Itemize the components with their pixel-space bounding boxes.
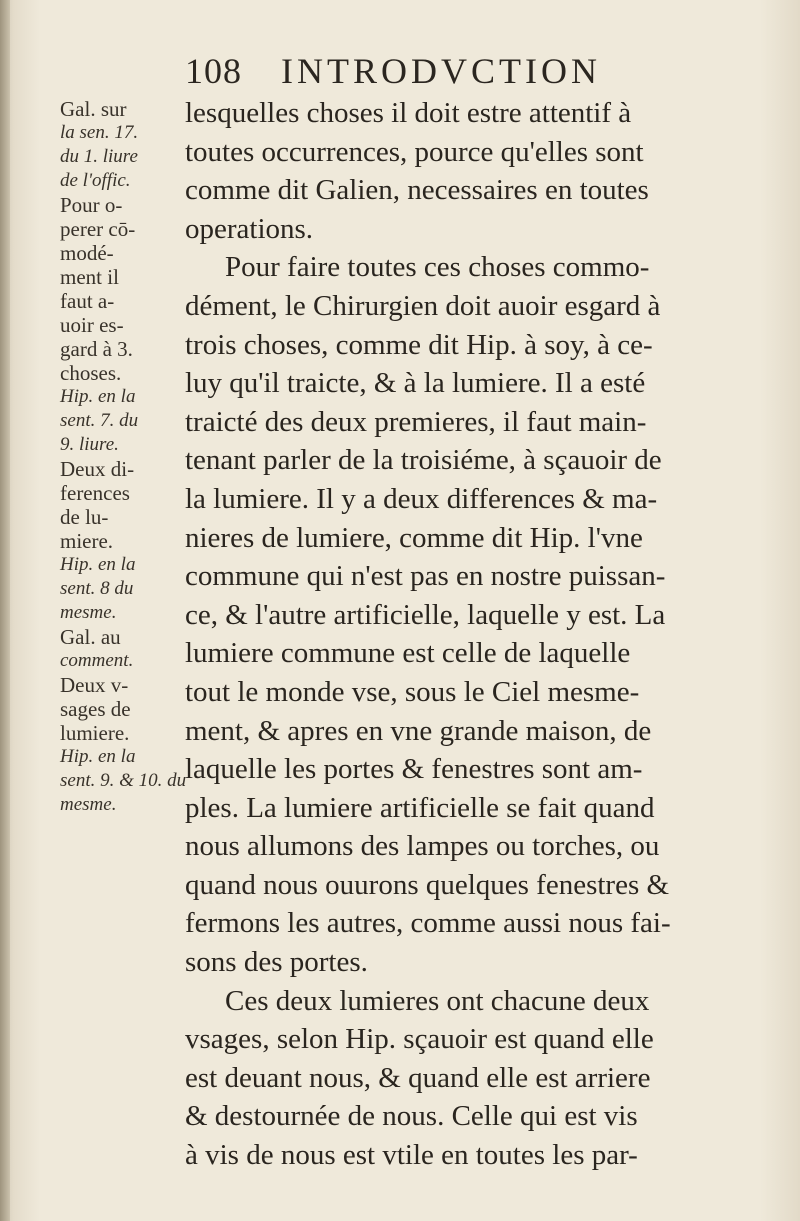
- margin-note-line: de lu-: [60, 505, 109, 529]
- text-line: lesquelles choses il doit estre attentif à: [185, 97, 632, 129]
- margin-note-line: Pour o-: [60, 193, 123, 217]
- text-line: dément, le Chirurgien doit auoir esgard à: [185, 289, 661, 322]
- margin-note-line: mesme.: [60, 602, 117, 623]
- text-line: laquelle les portes & fenestres sont am-: [185, 753, 643, 786]
- running-title: INTRODVCTION: [281, 51, 601, 91]
- body-text: [185, 94, 765, 1175]
- text-line: Pour faire toutes ces choses commo-: [225, 251, 650, 284]
- margin-note-line: faut a-: [60, 289, 115, 313]
- text-line: trois choses, comme dit Hip. à soy, à ce-: [185, 328, 653, 361]
- margin-note-line: gard à 3.: [60, 337, 133, 361]
- margin-note-line: Deux v-: [60, 673, 129, 697]
- margin-note-line: mesme.: [60, 794, 117, 815]
- margin-note-line: perer cō-: [60, 217, 136, 241]
- text-line: comme dit Galien, necessaires en toutes: [185, 174, 649, 207]
- text-line: toutes occurrences, pource qu'elles sont: [185, 135, 644, 168]
- margin-note-line: du 1. liure: [60, 146, 138, 167]
- margin-note-line: sages de: [60, 697, 131, 721]
- text-line: commune qui n'est pas en nostre puissan-: [185, 560, 666, 593]
- text-line: traicté des deux premieres, il faut main-: [185, 405, 647, 438]
- text-line: & destournée de nous. Celle qui est vis: [185, 1100, 638, 1133]
- text-line: à vis de nous est vtile en toutes les par-: [185, 1139, 638, 1172]
- margin-note-line: Deux di-: [60, 457, 135, 481]
- page-gutter-shadow: [0, 0, 10, 1221]
- text-line: nous allumons des lampes ou torches, ou: [185, 830, 660, 863]
- margin-note-line: ment il: [60, 265, 119, 289]
- text-line: ce, & l'autre artificielle, laquelle y est. La: [185, 598, 666, 631]
- text-line: lumiere commune est celle de laquelle: [185, 637, 631, 670]
- margin-note-line: lumiere.: [60, 721, 130, 745]
- text-line: fermons les autres, comme aussi nous fai-: [185, 907, 671, 940]
- page-number: 108: [185, 51, 242, 91]
- text-line: est deuant nous, & quand elle est arriere: [185, 1061, 651, 1094]
- text-line: nieres de lumiere, comme dit Hip. l'vne: [185, 521, 643, 554]
- margin-note-line: uoir es-: [60, 313, 124, 337]
- margin-note-line: Gal. au: [60, 625, 121, 649]
- text-line: operations.: [185, 212, 314, 245]
- margin-note-line: sent. 9. & 10. du: [60, 770, 187, 791]
- margin-note-line: miere.: [60, 529, 114, 553]
- margin-note-line: la sen. 17.: [60, 122, 139, 143]
- margin-note-line: de l'offic.: [60, 170, 131, 191]
- margin-note-line: Hip. en la: [60, 746, 136, 767]
- margin-note-line: Gal. sur: [60, 97, 127, 121]
- text-line: vsages, selon Hip. sçauoir est quand elle: [185, 1023, 654, 1056]
- text-line: la lumiere. Il y a deux differences & ma-: [185, 482, 658, 515]
- margin-note-line: sent. 8 du: [60, 578, 134, 599]
- margin-note-line: Hip. en la: [60, 386, 136, 407]
- text-line: sons des portes.: [185, 946, 368, 979]
- text-line: luy qu'il traicte, & à la lumiere. Il a esté: [185, 367, 646, 400]
- text-line: quand nous ouurons quelques fenestres &: [185, 868, 670, 901]
- margin-note-line: sent. 7. du: [60, 410, 139, 431]
- margin-note-line: comment.: [60, 650, 134, 671]
- margin-note-line: ferences: [60, 481, 130, 505]
- margin-notes: [60, 97, 187, 817]
- running-head: [185, 50, 705, 92]
- margin-note-line: choses.: [60, 361, 122, 385]
- text-line: tout le monde vse, sous le Ciel mesme-: [185, 675, 640, 708]
- text-line: Ces deux lumieres ont chacune deux: [225, 984, 650, 1017]
- margin-note-line: Hip. en la: [60, 554, 136, 575]
- text-line: ment, & apres en vne grande maison, de: [185, 714, 652, 747]
- margin-note-line: 9. liure.: [60, 434, 119, 455]
- margin-note-line: modé-: [60, 241, 114, 265]
- text-line: tenant parler de la troisiéme, à sçauoir de: [185, 444, 662, 477]
- text-line: ples. La lumiere artificielle se fait quand: [185, 791, 655, 824]
